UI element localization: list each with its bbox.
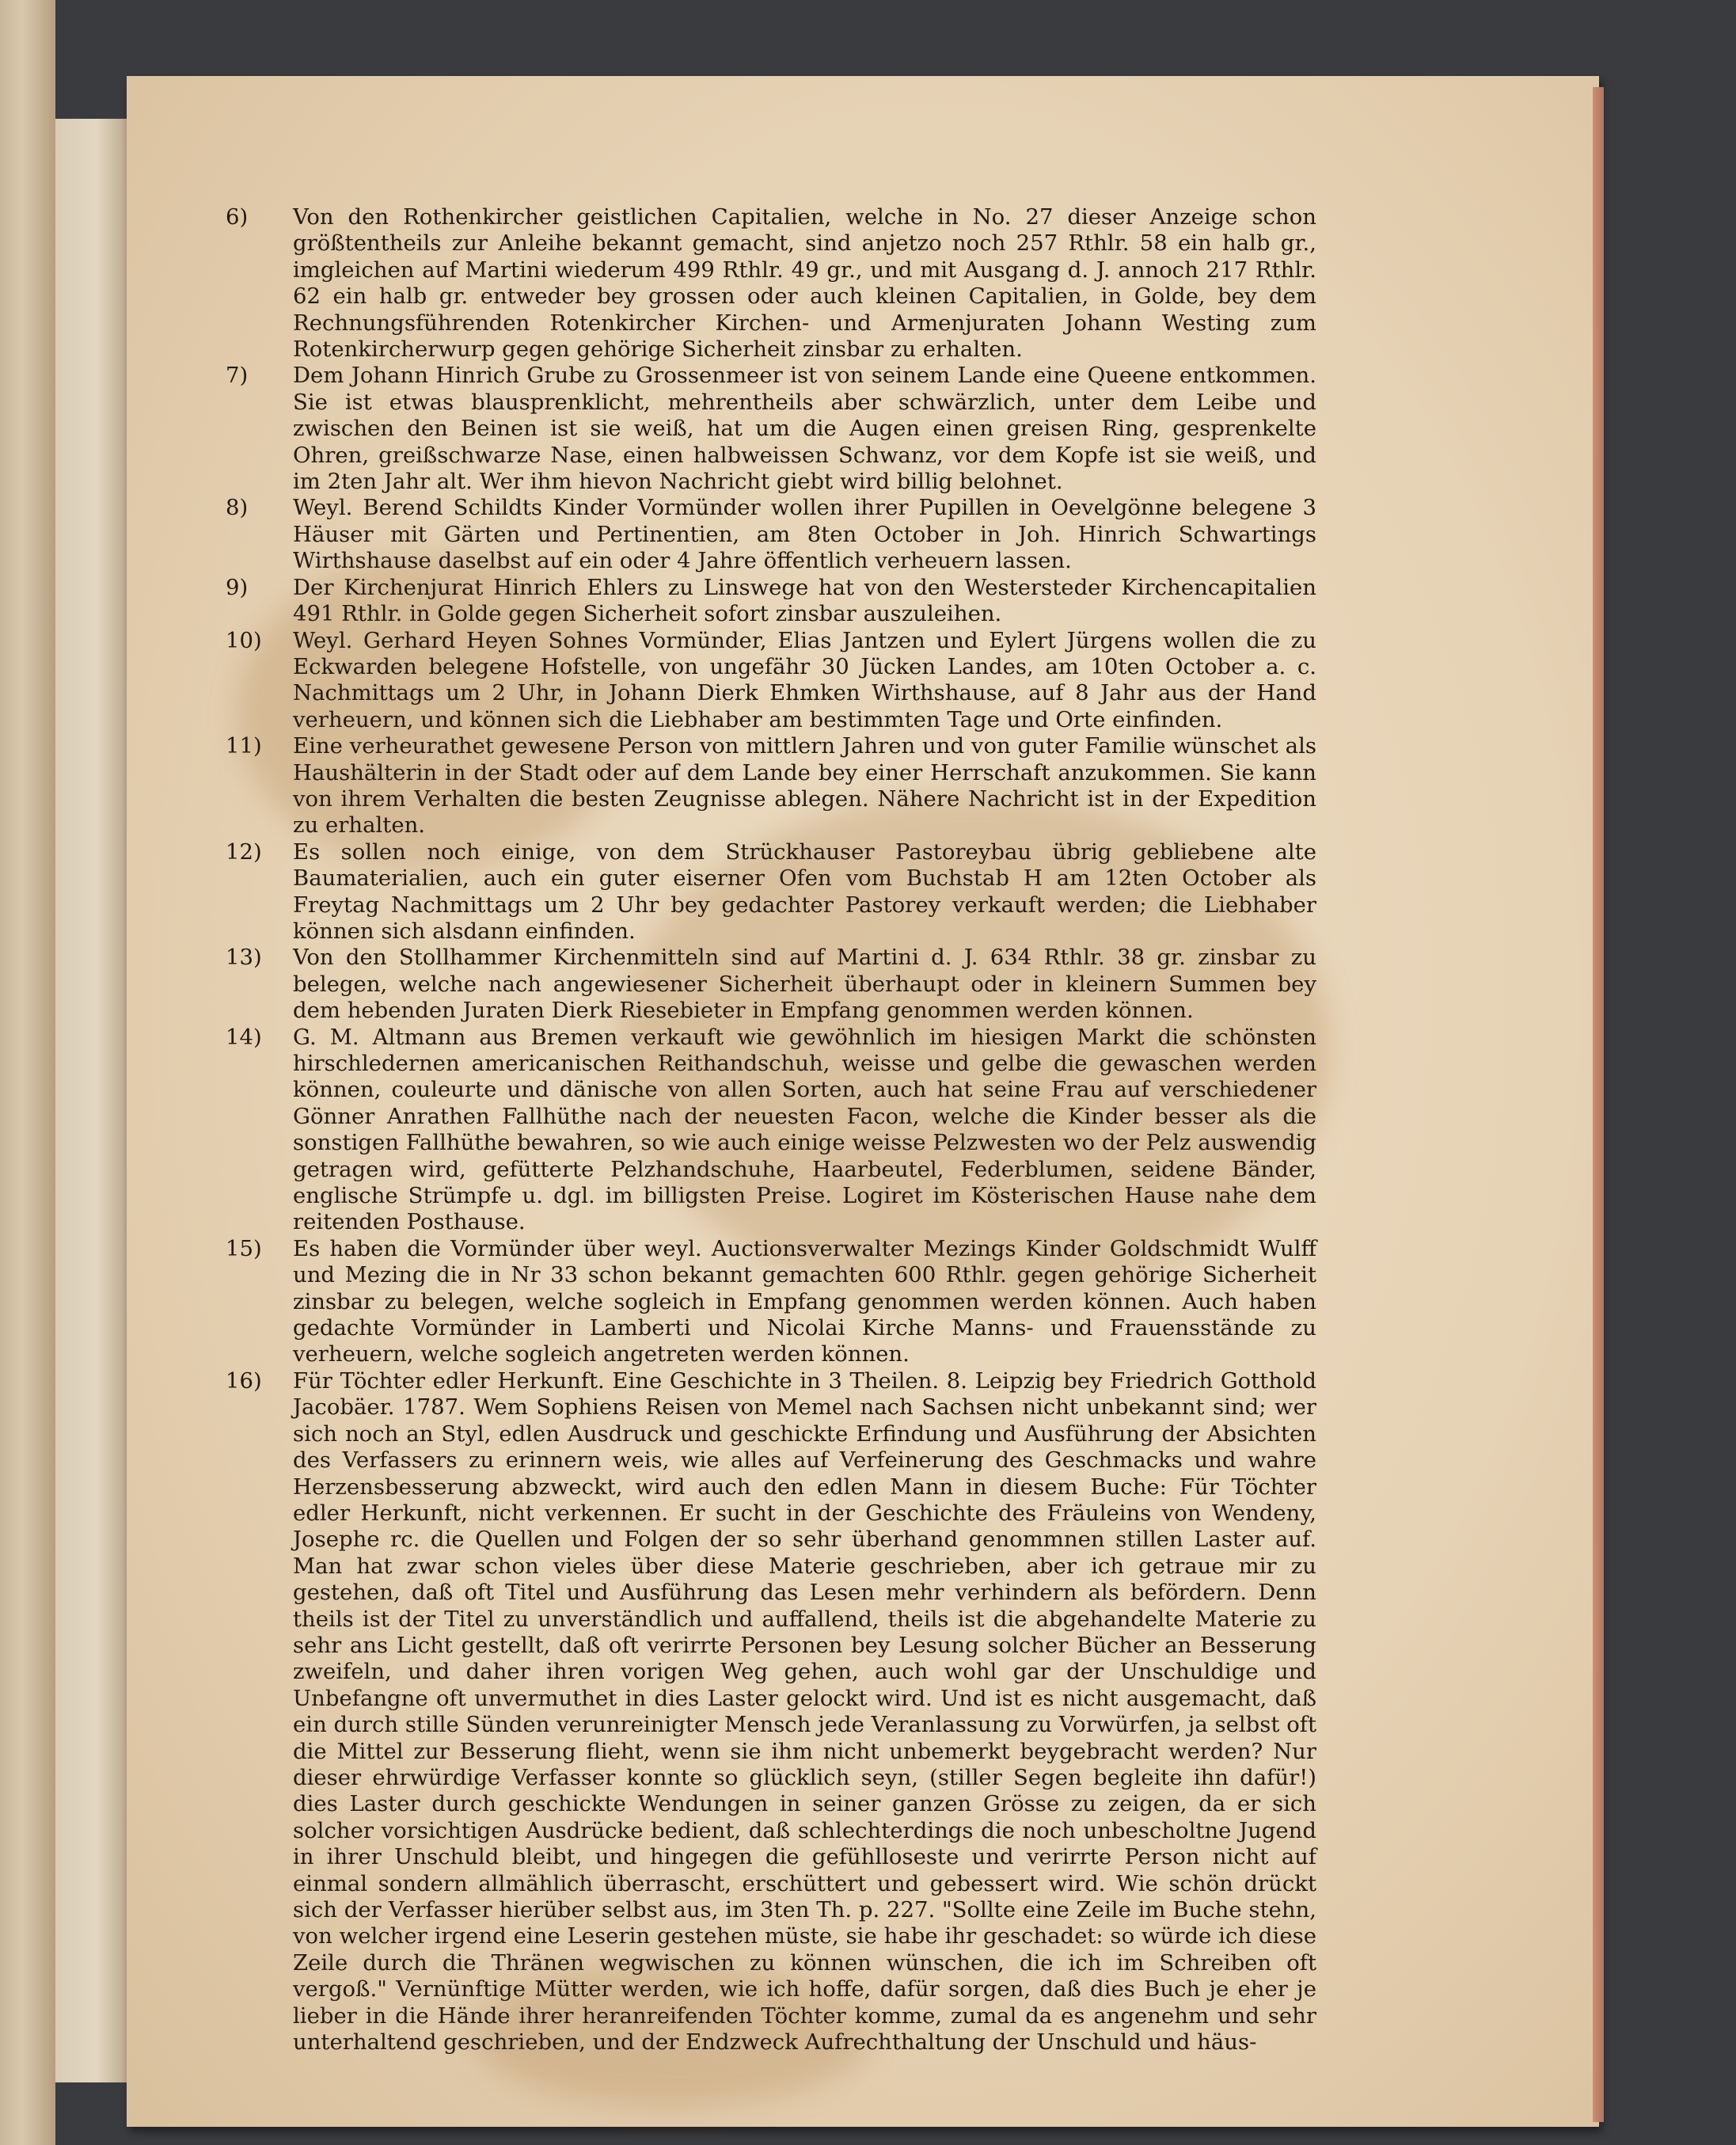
entry-number: 10) — [226, 627, 262, 653]
entry-9 — [226, 575, 1316, 628]
entry-number: 14) — [226, 1024, 262, 1050]
entry-text: Dem Johann Hinrich Grube zu Grossenmeer ist von seinem Lande eine Queene entkommen. Sie ist etwas blausprenklicht, mehrentheils aber schwärzlich, unter dem Leibe und zwischen den Beinen ist sie weiß, hat um die Augen einen greisen Ring, gesprenkelte Ohren, greißschwarze Nase, einen halbweissen Schwanz, vor dem Kopfe ist sie weiß, und im 2ten Jahr alt. Wer ihm hievon Nachricht giebt wird billig belohnet. — [293, 363, 1316, 495]
entry-8 — [226, 495, 1316, 574]
entry-text: Weyl. Gerhard Heyen Sohnes Vormünder, Elias Jantzen und Eylert Jürgens wollen die zu Eckwarden belegene Hofstelle, von ungefähr 30 Jücken Landes, am 10ten October a. c. Nachmittags um 2 Uhr, in Johann Dierk Ehmken Wirthshause, auf 8 Jahr aus der Hand verheuern, und können sich die Liebhaber am bestimmten Tage und Orte einfinden. — [293, 627, 1316, 732]
page-text — [226, 204, 1316, 2056]
previous-page-edge — [55, 119, 131, 2082]
entry-number: 11) — [226, 733, 262, 759]
entry-text: Für Töchter edler Herkunft. Eine Geschichte in 3 Theilen. 8. Leipzig bey Friedrich Gotthold Jacobäer. 1787. Wem Sophiens Reisen von Memel nach Sachsen nicht unbekannt sind; wer sich noch an Styl, edlen Ausdruck und geschickte Erfindung und Ausführung der Absichten des Verfassers zu erinnern weis, wie alles auf Verfeinerung des Geschmacks und wahre Herzensbesserung abzweckt, wird auch den edlen Mann in diesem Buche: Für Töchter edler Herkunft, nicht verkennen. Er sucht in der Geschichte des Fräuleins von Wendeny, Josephe rc. die Quellen und Folgen der so sehr überhand genommnen stillen Laster auf. Man hat zwar schon vieles über diese Materie geschrieben, aber ich getraue mir zu gestehen, daß oft Titel und Ausführung das Lesen mehr verhindern als befördern. Denn theils ist der Titel zu unverständlich und auffallend, theils ist die abgehandelte Materie zu sehr ans Licht gestellt, daß oft verirrte Personen bey Lesung solcher Bücher an Besserung zweifeln, und daher ihren vorigen Weg gehen, auch wohl gar der Unschuldige und Unbefangne oft unvermuthet in dies Laster gelockt wird. Und ist es nicht ausgemacht, daß ein durch stille Sünden verunreinigter Mensch jede Veranlassung zu Vorwürfen, ja selbst oft die Mittel zur Besserung flieht, wenn sie ihm nicht unbemerkt beygebracht werden? Nur dieser ehrwürdige Verfasser konnte so glücklich seyn, (stiller Segen begleite ihn dafür!) dies Laster durch geschickte Wendungen in seiner ganzen Grösse zu zeigen, da er sich solcher vorsichtigen Ausdrücke bedient, daß schlechterdings die noch unbescholtne Jugend in ihrer Unschuld bleibt, und hingegen die gefühlloseste und verirrte Person nicht auf einmal sondern allmählich überrascht, erschüttert und gebessert wird. Wie schön drückt sich der Verfasser hierüber selbst aus, im 3ten Th. p. 227. "Sollte eine Zeile im Buche stehn, von welcher irgend eine Leserin gestehen müste, sie habe ihr geschadet: so würde ich diese Zeile durch die Thränen wegwischen zu können wünschen, die ich im Schreiben oft vergoß." Vernünftige Mütter werden, wie ich hoffe, dafür sorgen, daß dies Buch je eher je lieber in die Hände ihrer heranreifenden Töchter komme, zumal da es angenehm und sehr unterhaltend geschrieben, und der Endzweck Aufrechthaltung der Unschuld und häus- — [293, 1367, 1316, 2056]
entry-13 — [226, 945, 1316, 1024]
entry-number: 16) — [226, 1367, 262, 1394]
entry-text: Von den Stollhammer Kirchenmitteln sind auf Martini d. J. 634 Rthlr. 38 gr. zinsbar zu belegen, welche nach angewiesener Sicherheit überhaupt oder in kleinern Summen bey dem hebenden Juraten Dierk Riesebieter in Empfang genommen werden können. — [293, 945, 1316, 1024]
entry-10 — [226, 628, 1316, 734]
entry-number: 7) — [226, 363, 249, 389]
entry-number: 8) — [226, 495, 249, 521]
entry-number: 6) — [226, 204, 249, 230]
page-edge — [1593, 87, 1604, 2122]
entry-7 — [226, 363, 1316, 495]
entry-text: Eine verheurathet gewesene Person von mittlern Jahren und von guter Familie wünschet als Haushälterin in der Stadt oder auf dem Lande bey einer Herrschaft anzukommen. Sie kann von ihrem Verhalten die besten Zeugnisse ablegen. Nähere Nachricht ist in der Expedition zu erhalten. — [293, 733, 1316, 839]
book-binding — [0, 0, 55, 2145]
entry-number: 15) — [226, 1235, 262, 1261]
entry-16 — [226, 1368, 1316, 2056]
entry-number: 13) — [226, 945, 262, 971]
entry-text: Es sollen noch einige, von dem Strückhauser Pastoreybau übrig gebliebene alte Baumaterialien, auch ein guter eiserner Ofen vom Buchstab H am 12ten October als Freytag Nachmittags um 2 Uhr bey gedachter Pastorey verkauft werden; die Liebhaber können sich alsdann einfinden. — [293, 839, 1316, 944]
entry-text: G. M. Altmann aus Bremen verkauft wie gewöhnlich im hiesigen Markt die schönsten hirschledernen americanischen Reithandschuh, weisse und gelbe die gewaschen werden können, couleurte und dänische von allen Sorten, auch hat seine Frau auf verschiedener Gönner Anrathen Fallhüthe nach der neuesten Facon, welche die Kinder besser als die sonstigen Fallhüthe bewahren, so wie auch einige weisse Pelzwesten wo der Pelz auswendig getragen wird, gefütterte Pelzhandschuhe, Haarbeutel, Federblumen, seidene Bänder, englische Strümpfe u. dgl. im billigsten Preise. Logiret im Kösterischen Hause nahe dem reitenden Posthause. — [293, 1024, 1316, 1235]
entry-11 — [226, 733, 1316, 839]
entry-number: 12) — [226, 839, 262, 865]
entry-number: 9) — [226, 574, 249, 600]
entry-15 — [226, 1236, 1316, 1368]
entry-text: Von den Rothenkircher geistlichen Capitalien, welche in No. 27 dieser Anzeige schon größtentheils zur Anleihe bekannt gemacht, sind anjetzo noch 257 Rthlr. 58 ein halb gr., imgleichen auf Martini wiederum 499 Rthlr. 49 gr., und mit Ausgang d. J. annoch 217 Rthlr. 62 ein halb gr. entweder bey grossen oder auch kleinen Capitalien, in Golde, bey dem Rechnungsführenden Rotenkircher Kirchen- und Armenjuraten Johann Westing zum Rotenkircherwurp gegen gehörige Sicherheit zinsbar zu erhalten. — [293, 204, 1316, 363]
entry-text: Weyl. Berend Schildts Kinder Vormünder wollen ihrer Pupillen in Oevelgönne belegene 3 Häuser mit Gärten und Pertinentien, am 8ten October in Joh. Hinrich Schwartings Wirthshause daselbst auf ein oder 4 Jahre öffentlich verheuern lassen. — [293, 495, 1316, 574]
entry-12 — [226, 839, 1316, 945]
entry-14 — [226, 1025, 1316, 1236]
entry-text: Der Kirchenjurat Hinrich Ehlers zu Linswege hat von den Westersteder Kirchencapitalien 491 Rthlr. in Golde gegen Sicherheit sofort zinsbar auszuleihen. — [293, 574, 1316, 627]
entry-6 — [226, 204, 1316, 363]
entry-text: Es haben die Vormünder über weyl. Auctionsverwalter Mezings Kinder Goldschmidt Wulff und Mezing die in Nr 33 schon bekannt gemachten 600 Rthlr. gegen gehörige Sicherheit zinsbar zu belegen, welche sogleich in Empfang genommen werden können. Auch haben gedachte Vormünder in Lamberti und Nicolai Kirche Manns- und Frauensstände zu verheuern, welche sogleich angetreten werden können. — [293, 1235, 1316, 1367]
